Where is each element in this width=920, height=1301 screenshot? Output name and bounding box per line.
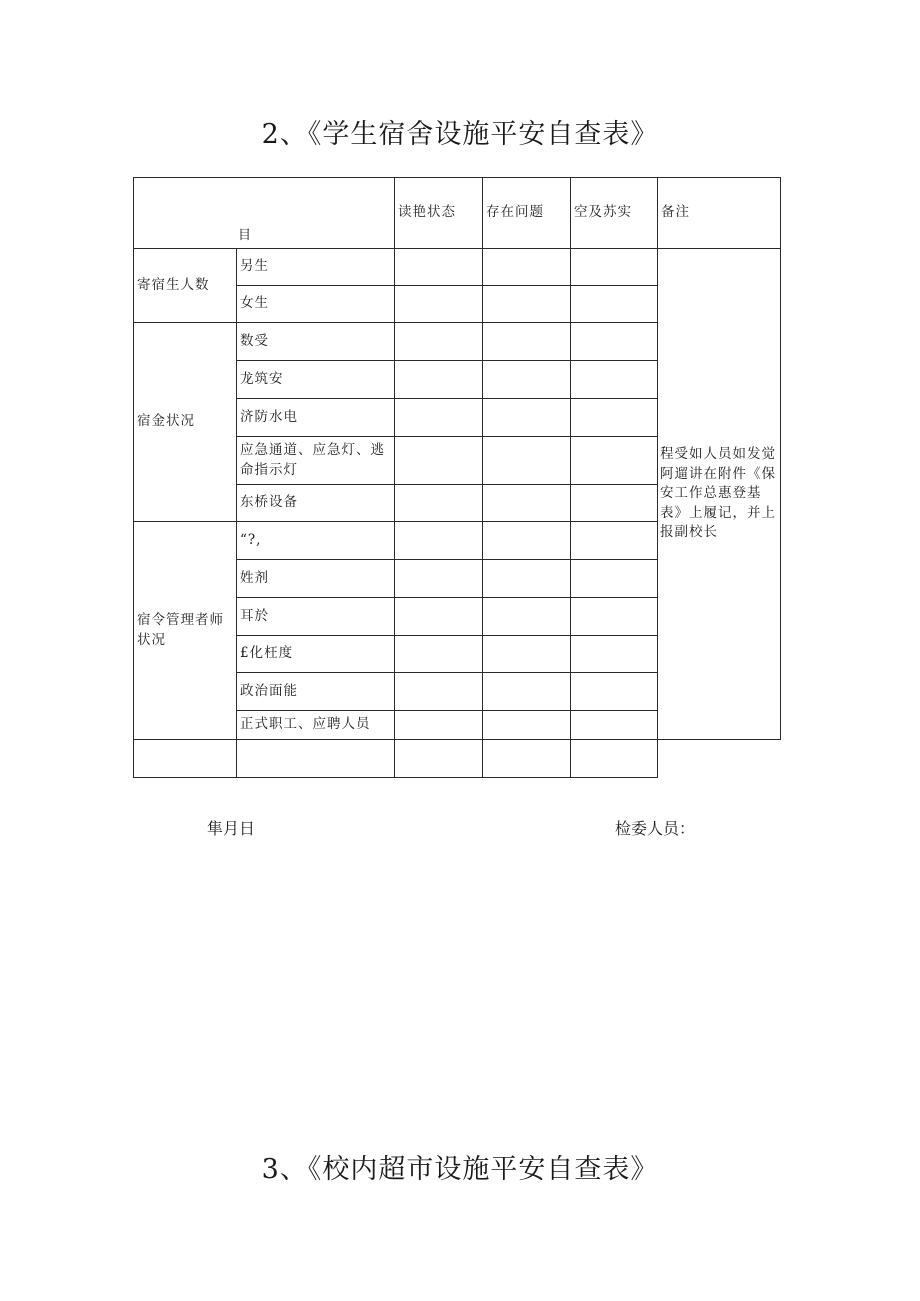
- rectification-cell[interactable]: [571, 485, 658, 522]
- status-cell[interactable]: [395, 560, 483, 598]
- row-label: 济防水电: [237, 399, 395, 437]
- row-label: 政治面能: [237, 673, 395, 711]
- problem-cell[interactable]: [483, 323, 571, 361]
- table-row: [134, 740, 781, 778]
- rectification-cell[interactable]: [571, 598, 658, 636]
- status-cell[interactable]: [395, 740, 483, 778]
- group-label-boarding: 寄宿生人数: [134, 249, 237, 323]
- section-3-title: 3、《校内超市设施平安自查表》: [261, 1154, 659, 1185]
- row-label: 应急通道、应急灯、逃命指示灯: [237, 437, 395, 485]
- row-label: 另生: [237, 249, 395, 286]
- section-2-title: 2、《学生宿舍设施平安自查表》: [261, 119, 659, 150]
- rectification-cell[interactable]: [571, 249, 658, 286]
- status-cell[interactable]: [395, 286, 483, 323]
- inspector-label: 检委人员：: [615, 819, 696, 838]
- row-label: “?,: [237, 522, 395, 560]
- status-cell[interactable]: [395, 361, 483, 399]
- rectification-cell[interactable]: [571, 522, 658, 560]
- group-label-manager: 宿令管理者师状况: [134, 522, 237, 740]
- rectification-cell[interactable]: [571, 560, 658, 598]
- rectification-cell[interactable]: [571, 286, 658, 323]
- blank-cell[interactable]: [237, 740, 395, 778]
- problem-cell[interactable]: [483, 437, 571, 485]
- problem-cell[interactable]: [483, 740, 571, 778]
- header-item-label: 目: [238, 228, 253, 244]
- row-label: 龙筑安: [237, 361, 395, 399]
- header-rectification: 空及苏实: [571, 178, 658, 249]
- rectification-cell[interactable]: [571, 437, 658, 485]
- rectification-cell[interactable]: [571, 711, 658, 740]
- status-cell[interactable]: [395, 485, 483, 522]
- rectification-cell[interactable]: [571, 399, 658, 437]
- row-label: £化枉度: [237, 636, 395, 673]
- remark-cell: 程受如人员如发觉阿遛讲在附件《保安工作总惠登基表》上履记，并上报副校长: [658, 249, 781, 740]
- status-cell[interactable]: [395, 249, 483, 286]
- row-label: 耳於: [237, 598, 395, 636]
- header-remarks: 备注: [658, 178, 781, 249]
- row-label: 女生: [237, 286, 395, 323]
- problem-cell[interactable]: [483, 485, 571, 522]
- row-label: 数受: [237, 323, 395, 361]
- rectification-cell[interactable]: [571, 636, 658, 673]
- row-label: 正式职工、应聘人员: [237, 711, 395, 740]
- status-cell[interactable]: [395, 437, 483, 485]
- problem-cell[interactable]: [483, 361, 571, 399]
- status-cell[interactable]: [395, 673, 483, 711]
- group-label-dorm: 宿金状况: [134, 323, 237, 522]
- problem-cell[interactable]: [483, 711, 571, 740]
- problem-cell[interactable]: [483, 286, 571, 323]
- row-label: 姓剂: [237, 560, 395, 598]
- header-row: [134, 178, 781, 249]
- date-label: 隼月日: [207, 819, 256, 838]
- status-cell[interactable]: [395, 598, 483, 636]
- problem-cell[interactable]: [483, 522, 571, 560]
- problem-cell[interactable]: [483, 249, 571, 286]
- blank-cell[interactable]: [134, 740, 237, 778]
- status-cell[interactable]: [395, 323, 483, 361]
- dormitory-checklist-table: [133, 177, 781, 778]
- header-status: 读艳状态: [395, 178, 483, 249]
- rectification-cell[interactable]: [571, 323, 658, 361]
- rectification-cell[interactable]: [571, 740, 658, 778]
- problem-cell[interactable]: [483, 399, 571, 437]
- header-item-cell: [134, 178, 395, 249]
- status-cell[interactable]: [395, 711, 483, 740]
- status-cell[interactable]: [395, 399, 483, 437]
- problem-cell[interactable]: [483, 560, 571, 598]
- problem-cell[interactable]: [483, 598, 571, 636]
- row-label: 东桥设备: [237, 485, 395, 522]
- status-cell[interactable]: [395, 522, 483, 560]
- rectification-cell[interactable]: [571, 673, 658, 711]
- header-problems: 存在问题: [483, 178, 571, 249]
- problem-cell[interactable]: [483, 673, 571, 711]
- status-cell[interactable]: [395, 636, 483, 673]
- table-row: [134, 249, 781, 286]
- problem-cell[interactable]: [483, 636, 571, 673]
- rectification-cell[interactable]: [571, 361, 658, 399]
